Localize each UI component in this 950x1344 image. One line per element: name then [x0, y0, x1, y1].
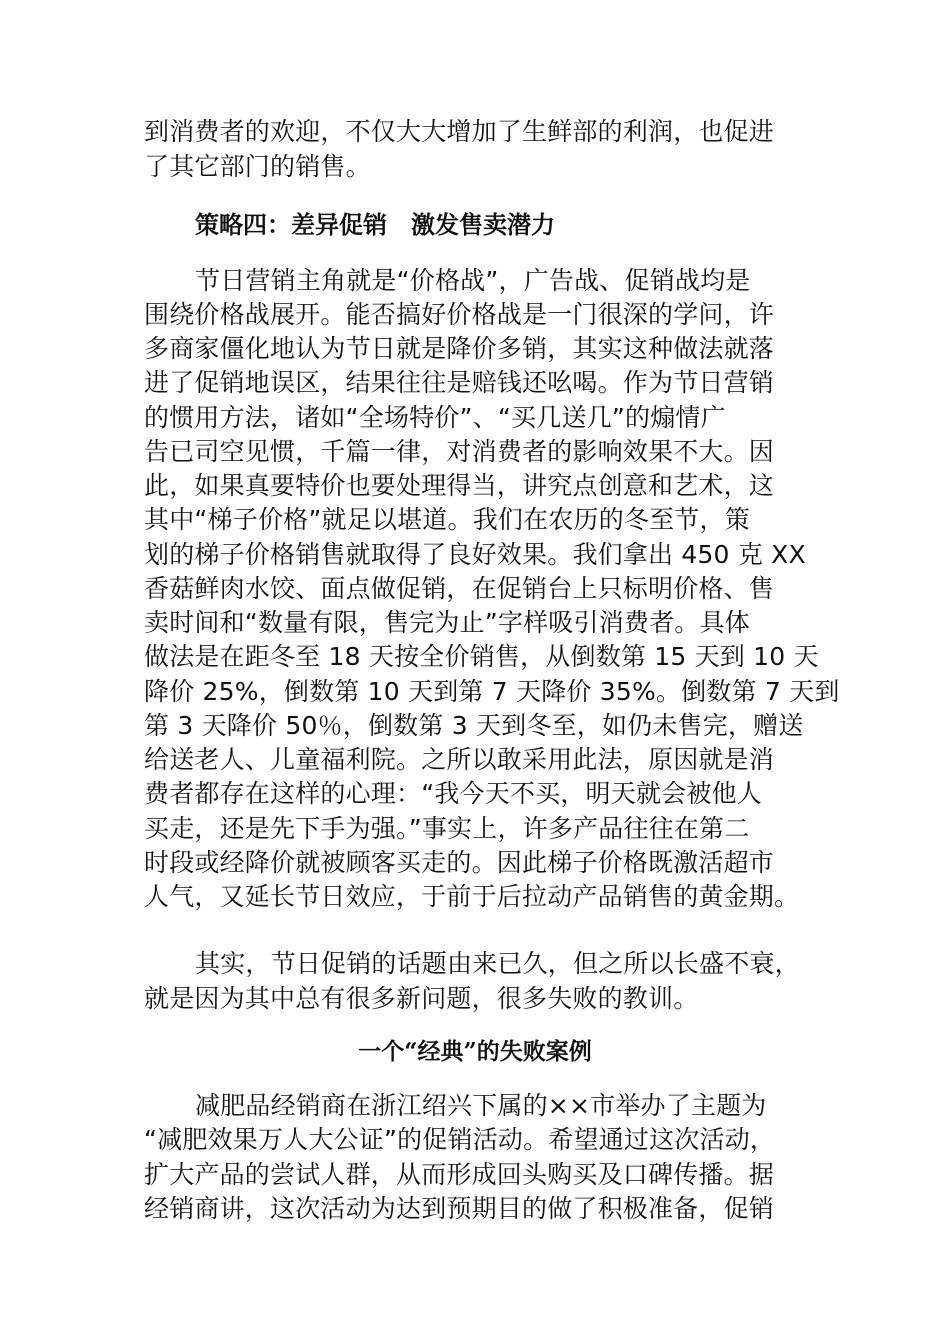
case-paragraph-line: 扩大产品的尝试人群，从而形成回头购买及口碑传播。据	[144, 1160, 775, 1189]
paragraph-continued-line: 了其它部门的销售。	[144, 152, 371, 181]
strategy-heading	[195, 209, 555, 241]
strategy-paragraph-line: 围绕价格战展开。能否搞好价格战是一门很深的学问，许	[144, 300, 775, 329]
strategy-paragraph-line: 划的梯子价格销售就取得了良好效果。我们拿出 450 克 XX	[144, 540, 806, 569]
strategy-paragraph-line: 费者都存在这样的心理：“我今天不买，明天就会被他人	[144, 779, 762, 808]
case-title: 一个“经典”的失败案例	[358, 1038, 592, 1065]
strategy-paragraph-line: 做法是在距冬至 18 天按全价销售，从倒数第 15 天到 10 天	[144, 642, 819, 671]
strategy-paragraph-line: 节日营销主角就是“价格战”，广告战、促销战均是	[195, 266, 751, 295]
strategy-paragraph-line: 香菇鲜肉水饺、面点做促销，在促销台上只标明价格、售	[144, 574, 775, 603]
intro-paragraph-line: 其实，节日促销的话题由来已久，但之所以长盛不衰，	[195, 949, 800, 978]
strategy-paragraph-line: 告已司空见惯，千篇一律，对消费者的影响效果不大。因	[144, 437, 775, 466]
case-paragraph-line: 经销商讲，这次活动为达到预期目的做了积极准备，促销	[144, 1194, 775, 1223]
strategy-paragraph-line: 进了促销地误区，结果往往是赔钱还吆喝。作为节日营销	[144, 368, 775, 397]
strategy-paragraph-line: 时段或经降价就被顾客买走的。因此梯子价格既激活超市	[144, 848, 775, 877]
strategy-paragraph-line: 买走，还是先下手为强。”事实上，许多产品往往在第二	[144, 814, 750, 843]
strategy-paragraph-line: 第 3 天降价 50％，倒数第 3 天到冬至，如仍未售完，赠送	[144, 711, 804, 740]
strategy-paragraph-line: 多商家僵化地认为节日就是降价多销，其实这种做法就落	[144, 334, 775, 363]
case-paragraph-line: 减肥品经销商在浙江绍兴下属的××市举办了主题为	[195, 1091, 767, 1120]
strategy-paragraph-line: 此，如果真要特价也要处理得当，讲究点创意和艺术，这	[144, 471, 775, 500]
strategy-paragraph-line: 给送老人、儿童福利院。之所以敢采用此法，原因就是消	[144, 745, 775, 774]
paragraph-continued-line: 到消费者的欢迎，不仅大大增加了生鲜部的利润，也促进	[144, 117, 775, 146]
strategy-paragraph-line: 降价 25%，倒数第 10 天到第 7 天降价 35%。倒数第 7 天到	[144, 677, 840, 706]
case-paragraph-line: “减肥效果万人大公证”的促销活动。希望通过这次活动，	[144, 1125, 776, 1154]
strategy-paragraph-line: 其中“梯子价格”就足以堪道。我们在农历的冬至节，策	[144, 505, 750, 534]
strategy-paragraph-line: 的惯用方法，诸如“全场特价”、“买几送几”的煽情广	[144, 403, 726, 432]
strategy-heading-part2: 激发售卖潜力	[411, 211, 555, 239]
intro-paragraph-line: 就是因为其中总有很多新问题，很多失败的教训。	[144, 984, 699, 1013]
strategy-heading-part1: 策略四：差异促销	[195, 211, 387, 239]
strategy-paragraph-line: 卖时间和“数量有限，售完为止”字样吸引消费者。具体	[144, 608, 750, 637]
strategy-paragraph-line: 人气，又延长节日效应，于前于后拉动产品销售的黄金期。	[144, 882, 800, 911]
